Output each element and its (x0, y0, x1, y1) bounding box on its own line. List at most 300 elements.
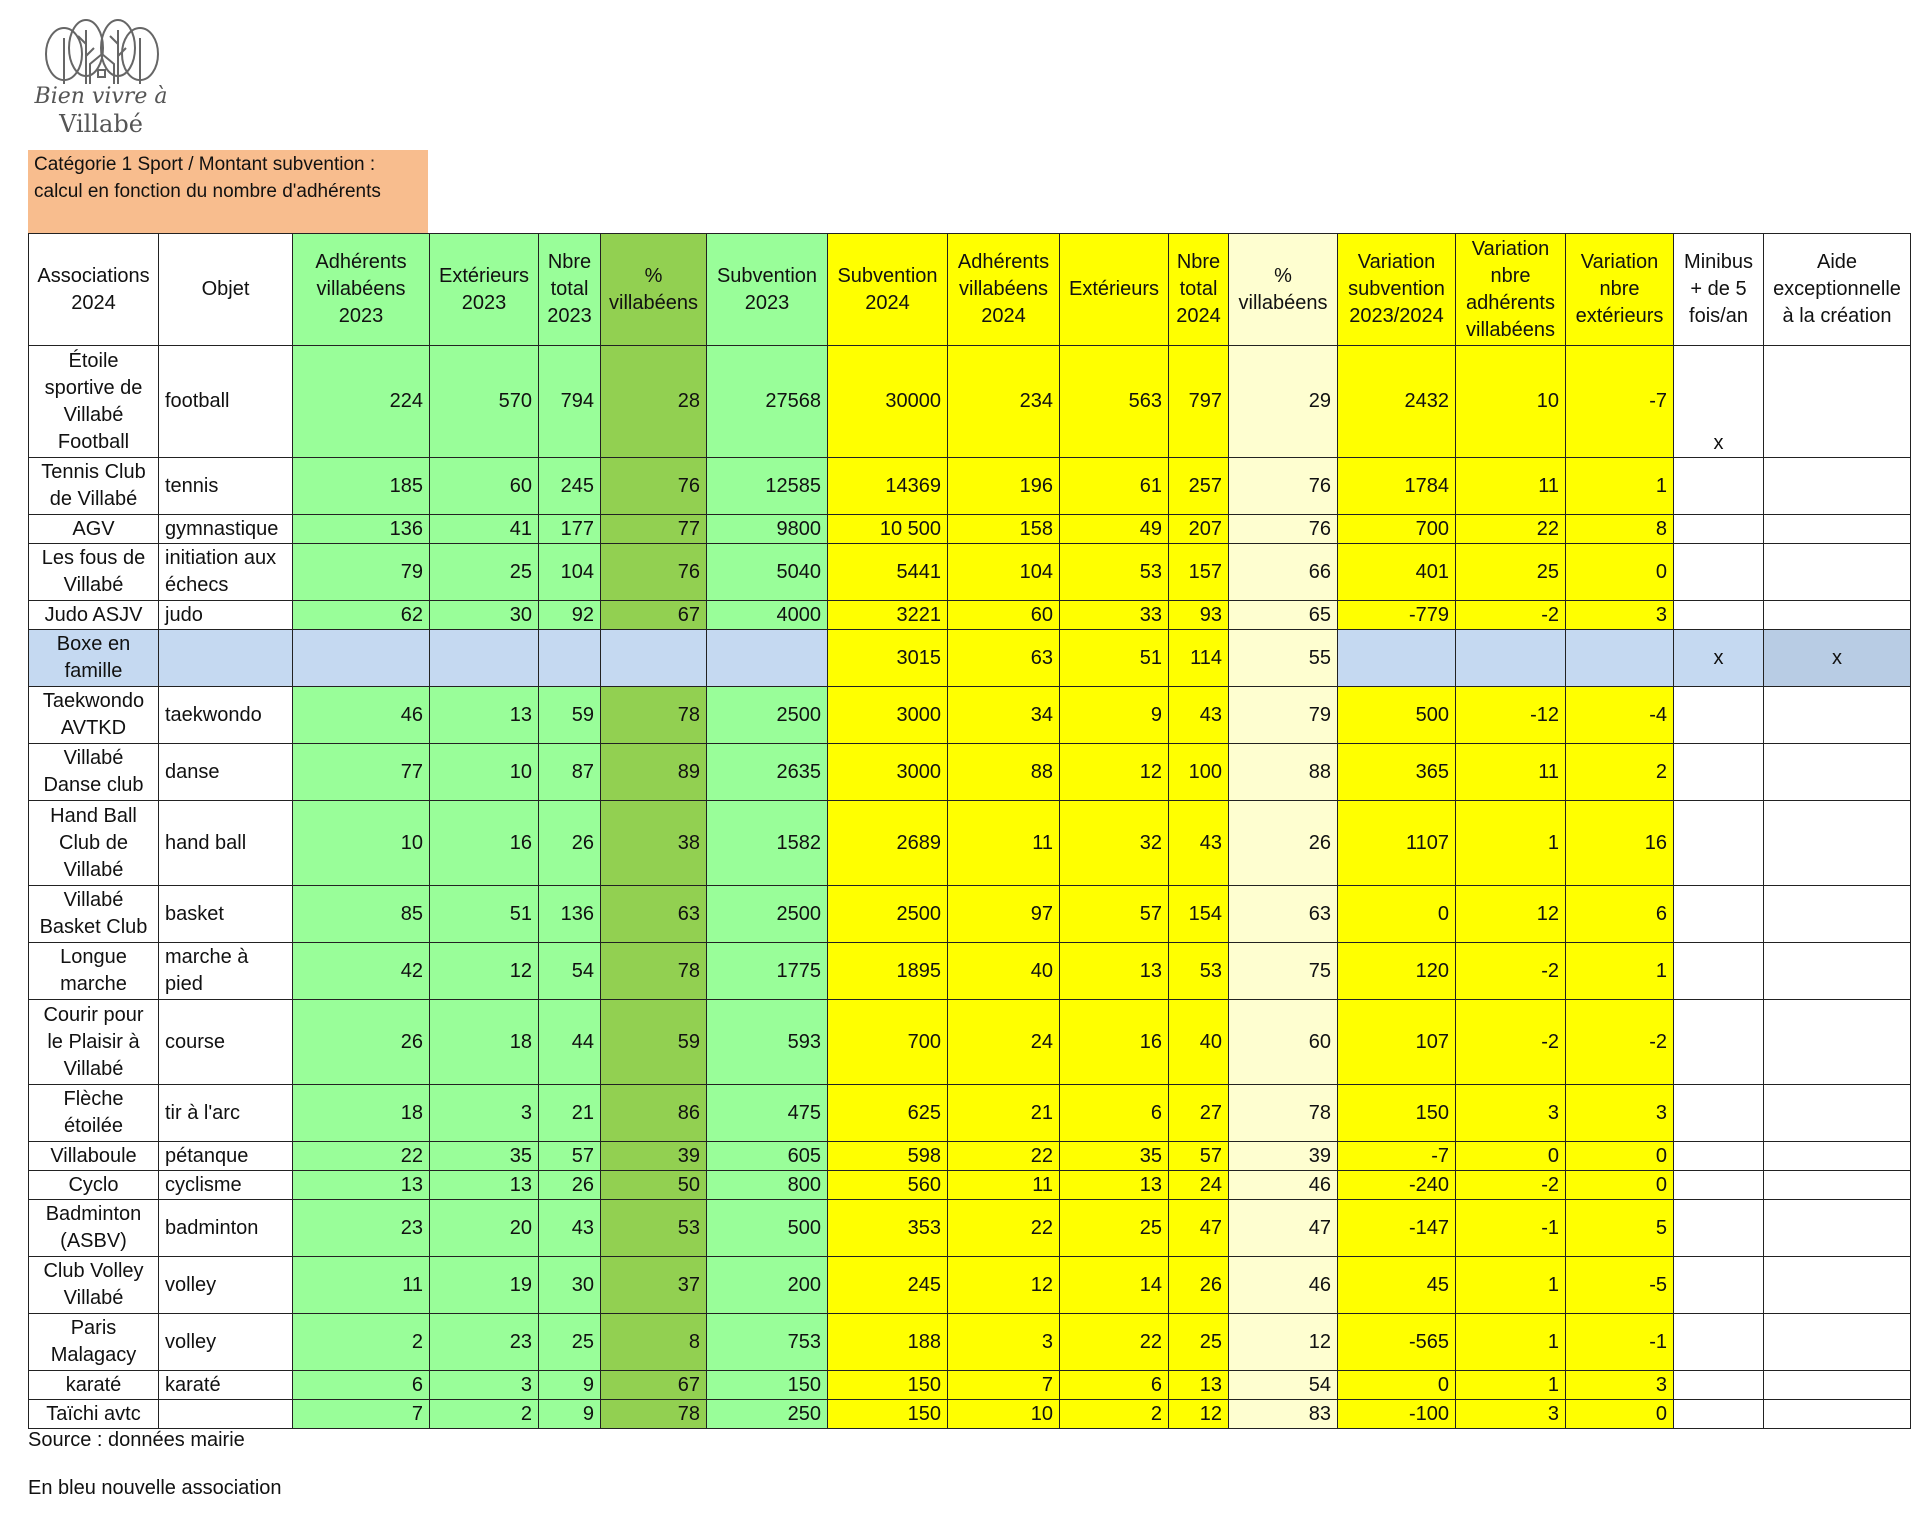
cell-pct-villabeens-2024: 47 (1229, 1200, 1338, 1257)
cell-variation-subvention: 1784 (1338, 458, 1456, 515)
cell-exterieurs-2023: 35 (430, 1142, 539, 1171)
cell-objet: judo (159, 601, 293, 630)
cell-variation-exterieurs: 1 (1566, 943, 1674, 1000)
cell-pct-villabeens-2024: 26 (1229, 801, 1338, 886)
cell-exterieurs-2024: 563 (1060, 346, 1169, 458)
cell-total-2023: 25 (539, 1314, 601, 1371)
cell-exterieurs-2024: 2 (1060, 1400, 1169, 1429)
cell-variation-subvention: -565 (1338, 1314, 1456, 1371)
cell-pct-villabeens-2023: 53 (601, 1200, 707, 1257)
cell-pct-villabeens-2024: 65 (1229, 601, 1338, 630)
cell-variation-adherents: 3 (1456, 1085, 1566, 1142)
cell-adherents-2024: 63 (948, 630, 1060, 687)
cell-pct-villabeens-2024: 75 (1229, 943, 1338, 1000)
cell-aide-exceptionnelle (1764, 458, 1911, 515)
cell-variation-subvention: -240 (1338, 1171, 1456, 1200)
cell-adherents-2023: 136 (293, 515, 430, 544)
cell-pct-villabeens-2023: 86 (601, 1085, 707, 1142)
cell-pct-villabeens-2023: 78 (601, 943, 707, 1000)
cell-adherents-2024: 24 (948, 1000, 1060, 1085)
cell-total-2023: 26 (539, 801, 601, 886)
cell-exterieurs-2024: 16 (1060, 1000, 1169, 1085)
cell-minibus (1674, 801, 1764, 886)
cell-objet: tir à l'arc (159, 1085, 293, 1142)
cell-minibus (1674, 515, 1764, 544)
cell-exterieurs-2024: 22 (1060, 1314, 1169, 1371)
cell-pct-villabeens-2023 (601, 630, 707, 687)
cell-pct-villabeens-2023: 8 (601, 1314, 707, 1371)
cell-exterieurs-2023 (430, 630, 539, 687)
cell-total-2024: 43 (1169, 801, 1229, 886)
cell-objet: initiation aux échecs (159, 544, 293, 601)
cell-total-2024: 154 (1169, 886, 1229, 943)
cell-aide-exceptionnelle (1764, 346, 1911, 458)
cell-exterieurs-2024: 6 (1060, 1085, 1169, 1142)
cell-adherents-2024: 21 (948, 1085, 1060, 1142)
cell-variation-subvention: 0 (1338, 886, 1456, 943)
cell-objet: hand ball (159, 801, 293, 886)
cell-objet: danse (159, 744, 293, 801)
cell-association: Villaboule (29, 1142, 159, 1171)
cell-pct-villabeens-2024: 60 (1229, 1000, 1338, 1085)
cell-adherents-2024: 11 (948, 1171, 1060, 1200)
cell-adherents-2023 (293, 630, 430, 687)
table-row (29, 1400, 1911, 1429)
cell-total-2023: 92 (539, 601, 601, 630)
cell-pct-villabeens-2024: 46 (1229, 1171, 1338, 1200)
cell-exterieurs-2023: 30 (430, 601, 539, 630)
cell-subvention-2023: 593 (707, 1000, 828, 1085)
cell-total-2023 (539, 630, 601, 687)
cell-objet: basket (159, 886, 293, 943)
cell-pct-villabeens-2024: 88 (1229, 744, 1338, 801)
header-adherents-2024: Adhérents villabéens 2024 (948, 234, 1060, 346)
cell-total-2024: 114 (1169, 630, 1229, 687)
cell-variation-adherents: 12 (1456, 886, 1566, 943)
cell-variation-adherents: 25 (1456, 544, 1566, 601)
cell-variation-adherents: -2 (1456, 943, 1566, 1000)
cell-total-2024: 26 (1169, 1257, 1229, 1314)
cell-aide-exceptionnelle: x (1764, 630, 1911, 687)
cell-aide-exceptionnelle (1764, 515, 1911, 544)
cell-subvention-2024: 3015 (828, 630, 948, 687)
table-row (29, 1257, 1911, 1314)
cell-variation-subvention: 500 (1338, 687, 1456, 744)
cell-subvention-2024: 625 (828, 1085, 948, 1142)
cell-pct-villabeens-2023: 78 (601, 1400, 707, 1429)
cell-association: Villabé Danse club (29, 744, 159, 801)
header-subvention-2023: Subvention 2023 (707, 234, 828, 346)
cell-variation-exterieurs: 1 (1566, 458, 1674, 515)
cell-total-2023: 794 (539, 346, 601, 458)
cell-minibus (1674, 886, 1764, 943)
cell-subvention-2024: 1895 (828, 943, 948, 1000)
cell-adherents-2023: 11 (293, 1257, 430, 1314)
cell-minibus (1674, 1142, 1764, 1171)
cell-variation-adherents: -1 (1456, 1200, 1566, 1257)
cell-pct-villabeens-2023: 37 (601, 1257, 707, 1314)
cell-subvention-2023: 2500 (707, 687, 828, 744)
cell-adherents-2023: 79 (293, 544, 430, 601)
table-row (29, 801, 1911, 886)
cell-subvention-2024: 560 (828, 1171, 948, 1200)
cell-objet: volley (159, 1314, 293, 1371)
cell-variation-adherents: 1 (1456, 1257, 1566, 1314)
header-exterieurs-2024: Extérieurs (1060, 234, 1169, 346)
cell-aide-exceptionnelle (1764, 1085, 1911, 1142)
cell-subvention-2023: 150 (707, 1371, 828, 1400)
cell-exterieurs-2023: 18 (430, 1000, 539, 1085)
cell-minibus (1674, 1400, 1764, 1429)
cell-subvention-2023: 500 (707, 1200, 828, 1257)
cell-adherents-2024: 12 (948, 1257, 1060, 1314)
cell-association: Judo ASJV (29, 601, 159, 630)
cell-exterieurs-2023: 41 (430, 515, 539, 544)
cell-exterieurs-2023: 51 (430, 886, 539, 943)
cell-subvention-2023: 12585 (707, 458, 828, 515)
cell-variation-subvention: 1107 (1338, 801, 1456, 886)
cell-minibus (1674, 744, 1764, 801)
cell-variation-adherents (1456, 630, 1566, 687)
cell-variation-adherents: 0 (1456, 1142, 1566, 1171)
cell-subvention-2024: 14369 (828, 458, 948, 515)
cell-variation-adherents: 1 (1456, 1314, 1566, 1371)
cell-variation-adherents: 3 (1456, 1400, 1566, 1429)
cell-variation-subvention: -100 (1338, 1400, 1456, 1429)
cell-aide-exceptionnelle (1764, 1200, 1911, 1257)
table-row (29, 687, 1911, 744)
legend-note: En bleu nouvelle association (28, 1477, 282, 1499)
cell-pct-villabeens-2024: 55 (1229, 630, 1338, 687)
source-note: Source : données mairie (28, 1429, 245, 1451)
table-row (29, 1085, 1911, 1142)
cell-variation-adherents: 1 (1456, 801, 1566, 886)
cell-subvention-2024: 150 (828, 1400, 948, 1429)
cell-exterieurs-2024: 53 (1060, 544, 1169, 601)
house-trees-icon (26, 16, 176, 86)
cell-pct-villabeens-2024: 63 (1229, 886, 1338, 943)
cell-aide-exceptionnelle (1764, 1142, 1911, 1171)
table-row (29, 744, 1911, 801)
cell-variation-subvention: 0 (1338, 1371, 1456, 1400)
cell-total-2024: 43 (1169, 687, 1229, 744)
cell-exterieurs-2024: 61 (1060, 458, 1169, 515)
table-row (29, 1314, 1911, 1371)
cell-total-2024: 25 (1169, 1314, 1229, 1371)
cell-adherents-2023: 77 (293, 744, 430, 801)
cell-variation-subvention: 150 (1338, 1085, 1456, 1142)
cell-subvention-2024: 2689 (828, 801, 948, 886)
cell-minibus (1674, 544, 1764, 601)
cell-adherents-2024: 34 (948, 687, 1060, 744)
cell-aide-exceptionnelle (1764, 601, 1911, 630)
cell-subvention-2024: 700 (828, 1000, 948, 1085)
cell-objet: karaté (159, 1371, 293, 1400)
cell-adherents-2023: 224 (293, 346, 430, 458)
cell-association: Flèche étoilée (29, 1085, 159, 1142)
cell-subvention-2024: 598 (828, 1142, 948, 1171)
cell-pct-villabeens-2023: 39 (601, 1142, 707, 1171)
cell-variation-subvention: -7 (1338, 1142, 1456, 1171)
cell-adherents-2023: 26 (293, 1000, 430, 1085)
cell-subvention-2023: 800 (707, 1171, 828, 1200)
cell-adherents-2024: 40 (948, 943, 1060, 1000)
table-row (29, 1171, 1911, 1200)
cell-variation-exterieurs: -4 (1566, 687, 1674, 744)
header-association: Associations 2024 (29, 234, 159, 346)
cell-adherents-2024: 234 (948, 346, 1060, 458)
cell-variation-exterieurs (1566, 630, 1674, 687)
cell-aide-exceptionnelle (1764, 1000, 1911, 1085)
cell-variation-adherents: -2 (1456, 1171, 1566, 1200)
table-row (29, 458, 1911, 515)
table-row (29, 601, 1911, 630)
cell-pct-villabeens-2023: 76 (601, 458, 707, 515)
cell-variation-exterieurs: 0 (1566, 544, 1674, 601)
cell-exterieurs-2023: 60 (430, 458, 539, 515)
cell-association: AGV (29, 515, 159, 544)
logo-text-line2: Villabé (59, 110, 143, 138)
table-row (29, 515, 1911, 544)
cell-minibus (1674, 1200, 1764, 1257)
cell-exterieurs-2024: 49 (1060, 515, 1169, 544)
cell-exterieurs-2024: 14 (1060, 1257, 1169, 1314)
cell-total-2023: 21 (539, 1085, 601, 1142)
cell-subvention-2023: 5040 (707, 544, 828, 601)
cell-subvention-2024: 188 (828, 1314, 948, 1371)
cell-pct-villabeens-2023: 67 (601, 1371, 707, 1400)
cell-minibus (1674, 1371, 1764, 1400)
cell-total-2023: 26 (539, 1171, 601, 1200)
cell-subvention-2023: 4000 (707, 601, 828, 630)
cell-objet: taekwondo (159, 687, 293, 744)
logo (26, 16, 176, 142)
cell-adherents-2023: 85 (293, 886, 430, 943)
cell-subvention-2024: 30000 (828, 346, 948, 458)
cell-objet (159, 1400, 293, 1429)
cell-minibus (1674, 1171, 1764, 1200)
cell-association: Étoile sportive de Villabé Football (29, 346, 159, 458)
cell-subvention-2023: 1582 (707, 801, 828, 886)
cell-association: Hand Ball Club de Villabé (29, 801, 159, 886)
cell-variation-exterieurs: 0 (1566, 1400, 1674, 1429)
cell-adherents-2023: 185 (293, 458, 430, 515)
cell-adherents-2024: 88 (948, 744, 1060, 801)
cell-pct-villabeens-2023: 76 (601, 544, 707, 601)
cell-variation-subvention: 45 (1338, 1257, 1456, 1314)
cell-adherents-2024: 158 (948, 515, 1060, 544)
cell-total-2024: 207 (1169, 515, 1229, 544)
cell-minibus: x (1674, 630, 1764, 687)
cell-exterieurs-2023: 3 (430, 1085, 539, 1142)
cell-pct-villabeens-2023: 59 (601, 1000, 707, 1085)
cell-adherents-2024: 60 (948, 601, 1060, 630)
cell-total-2023: 87 (539, 744, 601, 801)
cell-association: Badminton (ASBV) (29, 1200, 159, 1257)
cell-subvention-2023: 9800 (707, 515, 828, 544)
cell-variation-subvention (1338, 630, 1456, 687)
cell-pct-villabeens-2024: 83 (1229, 1400, 1338, 1429)
cell-aide-exceptionnelle (1764, 1314, 1911, 1371)
cell-aide-exceptionnelle (1764, 943, 1911, 1000)
cell-total-2023: 57 (539, 1142, 601, 1171)
cell-minibus (1674, 1314, 1764, 1371)
cell-association: Taïchi avtc (29, 1400, 159, 1429)
cell-exterieurs-2024: 9 (1060, 687, 1169, 744)
cell-exterieurs-2023: 12 (430, 943, 539, 1000)
cell-objet (159, 630, 293, 687)
cell-pct-villabeens-2023: 67 (601, 601, 707, 630)
cell-variation-adherents: -2 (1456, 601, 1566, 630)
cell-exterieurs-2024: 33 (1060, 601, 1169, 630)
cell-aide-exceptionnelle (1764, 1400, 1911, 1429)
cell-pct-villabeens-2024: 76 (1229, 515, 1338, 544)
cell-adherents-2024: 3 (948, 1314, 1060, 1371)
cell-adherents-2024: 97 (948, 886, 1060, 943)
cell-subvention-2023: 200 (707, 1257, 828, 1314)
header-variation-subvention: Variation subvention 2023/2024 (1338, 234, 1456, 346)
cell-total-2023: 177 (539, 515, 601, 544)
cell-total-2024: 797 (1169, 346, 1229, 458)
cell-variation-subvention: 120 (1338, 943, 1456, 1000)
cell-variation-exterieurs: 2 (1566, 744, 1674, 801)
cell-association: Paris Malagacy (29, 1314, 159, 1371)
cell-objet: gymnastique (159, 515, 293, 544)
category-label: Catégorie 1 Sport / Montant subvention : calcul en fonction du nombre d'adhérents (28, 150, 428, 234)
header-total-2023: Nbre total 2023 (539, 234, 601, 346)
header-minibus: Minibus + de 5 fois/an (1674, 234, 1764, 346)
cell-total-2023: 30 (539, 1257, 601, 1314)
cell-exterieurs-2024: 57 (1060, 886, 1169, 943)
cell-association: Les fous de Villabé (29, 544, 159, 601)
cell-variation-exterieurs: 3 (1566, 1371, 1674, 1400)
cell-total-2024: 157 (1169, 544, 1229, 601)
cell-total-2024: 27 (1169, 1085, 1229, 1142)
cell-adherents-2024: 196 (948, 458, 1060, 515)
cell-pct-villabeens-2024: 66 (1229, 544, 1338, 601)
cell-objet: badminton (159, 1200, 293, 1257)
cell-exterieurs-2023: 2 (430, 1400, 539, 1429)
cell-association: Taekwondo AVTKD (29, 687, 159, 744)
cell-variation-exterieurs: 5 (1566, 1200, 1674, 1257)
cell-total-2024: 257 (1169, 458, 1229, 515)
cell-subvention-2024: 353 (828, 1200, 948, 1257)
cell-total-2023: 245 (539, 458, 601, 515)
header-aide-exceptionnelle: Aide exceptionnelle à la création (1764, 234, 1911, 346)
cell-total-2024: 100 (1169, 744, 1229, 801)
header-objet: Objet (159, 234, 293, 346)
cell-exterieurs-2023: 25 (430, 544, 539, 601)
cell-adherents-2023: 10 (293, 801, 430, 886)
cell-objet: marche à pied (159, 943, 293, 1000)
header-pct-villabeens-2024: % villabéens (1229, 234, 1338, 346)
cell-subvention-2023: 605 (707, 1142, 828, 1171)
table-row (29, 630, 1911, 687)
cell-adherents-2023: 42 (293, 943, 430, 1000)
cell-aide-exceptionnelle (1764, 687, 1911, 744)
cell-subvention-2023: 27568 (707, 346, 828, 458)
cell-exterieurs-2023: 570 (430, 346, 539, 458)
cell-variation-exterieurs: 3 (1566, 1085, 1674, 1142)
cell-adherents-2023: 7 (293, 1400, 430, 1429)
cell-minibus (1674, 1085, 1764, 1142)
cell-objet: football (159, 346, 293, 458)
table-header-row (29, 234, 1911, 346)
cell-pct-villabeens-2024: 76 (1229, 458, 1338, 515)
cell-association: Club Volley Villabé (29, 1257, 159, 1314)
cell-exterieurs-2023: 16 (430, 801, 539, 886)
cell-variation-subvention: 107 (1338, 1000, 1456, 1085)
cell-exterieurs-2024: 12 (1060, 744, 1169, 801)
cell-adherents-2023: 18 (293, 1085, 430, 1142)
cell-exterieurs-2024: 13 (1060, 943, 1169, 1000)
cell-subvention-2023: 2500 (707, 886, 828, 943)
cell-adherents-2024: 22 (948, 1200, 1060, 1257)
cell-minibus (1674, 458, 1764, 515)
cell-adherents-2024: 10 (948, 1400, 1060, 1429)
cell-pct-villabeens-2024: 39 (1229, 1142, 1338, 1171)
cell-objet: pétanque (159, 1142, 293, 1171)
cell-total-2024: 57 (1169, 1142, 1229, 1171)
cell-subvention-2024: 5441 (828, 544, 948, 601)
cell-variation-subvention: 401 (1338, 544, 1456, 601)
table-row (29, 1371, 1911, 1400)
cell-adherents-2023: 22 (293, 1142, 430, 1171)
cell-pct-villabeens-2023: 89 (601, 744, 707, 801)
cell-objet: cyclisme (159, 1171, 293, 1200)
cell-subvention-2024: 10 500 (828, 515, 948, 544)
cell-association: Tennis Club de Villabé (29, 458, 159, 515)
cell-exterieurs-2023: 19 (430, 1257, 539, 1314)
cell-objet: tennis (159, 458, 293, 515)
cell-exterieurs-2024: 51 (1060, 630, 1169, 687)
cell-exterieurs-2024: 6 (1060, 1371, 1169, 1400)
cell-total-2024: 47 (1169, 1200, 1229, 1257)
cell-adherents-2024: 11 (948, 801, 1060, 886)
cell-variation-exterieurs: -7 (1566, 346, 1674, 458)
table-row (29, 1000, 1911, 1085)
cell-minibus (1674, 601, 1764, 630)
cell-variation-subvention: 2432 (1338, 346, 1456, 458)
cell-total-2023: 59 (539, 687, 601, 744)
cell-variation-adherents: -12 (1456, 687, 1566, 744)
table-row (29, 943, 1911, 1000)
cell-pct-villabeens-2024: 78 (1229, 1085, 1338, 1142)
cell-association: Villabé Basket Club (29, 886, 159, 943)
cell-pct-villabeens-2024: 54 (1229, 1371, 1338, 1400)
header-total-2024: Nbre total 2024 (1169, 234, 1229, 346)
cell-adherents-2024: 104 (948, 544, 1060, 601)
cell-exterieurs-2023: 13 (430, 687, 539, 744)
cell-pct-villabeens-2023: 78 (601, 687, 707, 744)
header-variation-exterieurs: Variation nbre extérieurs (1566, 234, 1674, 346)
cell-pct-villabeens-2023: 63 (601, 886, 707, 943)
cell-adherents-2024: 7 (948, 1371, 1060, 1400)
cell-variation-adherents: 10 (1456, 346, 1566, 458)
cell-variation-adherents: -2 (1456, 1000, 1566, 1085)
cell-adherents-2023: 2 (293, 1314, 430, 1371)
cell-adherents-2023: 46 (293, 687, 430, 744)
cell-exterieurs-2023: 23 (430, 1314, 539, 1371)
cell-total-2023: 54 (539, 943, 601, 1000)
cell-subvention-2024: 3221 (828, 601, 948, 630)
cell-aide-exceptionnelle (1764, 1171, 1911, 1200)
cell-variation-subvention: 365 (1338, 744, 1456, 801)
cell-association: Longue marche (29, 943, 159, 1000)
cell-subvention-2024: 2500 (828, 886, 948, 943)
cell-exterieurs-2023: 20 (430, 1200, 539, 1257)
cell-pct-villabeens-2023: 28 (601, 346, 707, 458)
